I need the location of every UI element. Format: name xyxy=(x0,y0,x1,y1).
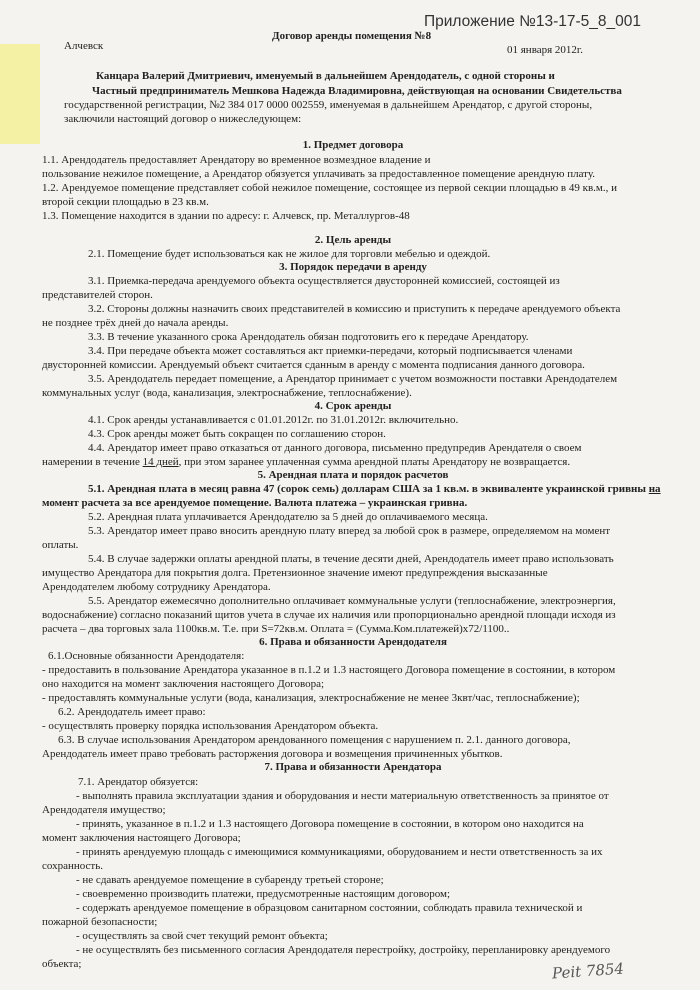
header-title: Договор аренды помещения №8 xyxy=(272,30,432,42)
s7-line: - не сдавать арендуемое помещение в субаренду третьей стороне; xyxy=(76,874,384,886)
s7-line: - не осуществлять без письменного согласия Арендодателя перестройку, достройку, перепланировку арендуемого xyxy=(76,944,611,956)
annex-label: Приложение №13-17-5_8_001 xyxy=(424,13,641,30)
s7-line: - своевременно производить платежи, предусмотренные настоящим договором; xyxy=(76,888,451,900)
s4-line-last xyxy=(42,456,570,469)
section-3-title: 3. Порядок передачи в аренду xyxy=(279,261,427,273)
sticky-note xyxy=(0,44,40,144)
preamble-line-3: государственной регистрации, №2 384 017 0000 002559, именуемая в дальнейшем Арендатор, с другой стороны, xyxy=(64,99,593,111)
s6-line: - предоставить в пользование Арендатора указанное в п.1.2 и 1.3 настоящего Договора помещение в состоянии, в котором xyxy=(42,664,616,676)
s5-line-first xyxy=(88,483,661,496)
section-5-title: 5. Арендная плата и порядок расчетов xyxy=(257,469,449,481)
handwritten-note: Peit 7854 xyxy=(551,959,625,983)
s7-line: - выполнять правила эксплуатации здания и оборудования и нести материальную ответственность за принятое от xyxy=(76,790,609,802)
preamble-line-1: Канцара Валерий Дмитриевич, именуемый в дальнейшем Арендодатель, с одной стороны и xyxy=(96,70,555,82)
s5-line: имущество Арендатора для покрытия долга. Претензионное значение имеют предупреждения высказанные xyxy=(42,567,548,579)
s5-line: 5.5. Арендатор ежемесячно дополнительно оплачивает коммунальные услуги (теплоснабжение, электроэнергия, xyxy=(88,595,616,607)
header-date: 01 января 2012г. xyxy=(507,44,583,56)
s6-line: - предоставлять коммунальные услуги (вода, канализация, электроснабжение не менее 3квт/час, теплоснабжение); xyxy=(42,692,580,704)
s5-line: водоснабжение) согласно показаний щитов учета в случае их наличия или пропорционально арендной площади исходя из xyxy=(42,609,616,621)
s5-text: 5.1. Арендная плата в месяц равна 47 (сорок семь) долларам США за 1 кв.м. в эквиваленте украинской гривны xyxy=(88,483,649,495)
s2-line: 2.1. Помещение будет использоваться как не жилое для торговли мебелью и одеждой. xyxy=(88,248,491,260)
s7-line: пожарной безопасности; xyxy=(42,916,158,928)
s5-line: 5.3. Арендатор имеет право вносить арендную плату вперед за любой срок в размере, определяемом на момент xyxy=(88,525,611,537)
s6-line: 6.3. В случае использования Арендатором арендованного помещения с нарушением п. 2.1. данного договора, xyxy=(58,734,571,746)
preamble-line-2: Частный предприниматель Мешкова Надежда Владимировна, действующая на основании Свидетельства xyxy=(92,85,622,97)
s7-line: - осуществлять за свой счет текущий ремонт объекта; xyxy=(76,930,328,942)
section-2-title: 2. Цель аренды xyxy=(314,234,392,246)
header-city: Алчевск xyxy=(64,40,104,52)
section-1-title: 1. Предмет договора xyxy=(302,139,404,151)
s7-line: - содержать арендуемое помещение в образцовом санитарном состоянии, соблюдать правила технической и xyxy=(76,902,583,914)
s3-line: 3.5. Арендодатель передает помещение, а Арендатор принимает с учетом возможности поставки Арендодателем xyxy=(88,373,618,385)
s3-line: не позднее трёх дней до начала аренды. xyxy=(42,317,229,329)
days-underlined: 14 дней xyxy=(142,456,179,468)
s1-line: пользование нежилое помещение, а Арендатор обязуется уплачивать за предоставленное помещение арендную плату. xyxy=(42,168,595,180)
s3-line: коммунальных услуг (вода, канализация, электроснабжение, теплоснабжение). xyxy=(42,387,412,399)
s5-line: 5.2. Арендная плата уплачивается Арендодателю за 5 дней до оплачиваемого месяца. xyxy=(88,511,488,523)
s5-line: момент расчета за все арендуемое помещение. Валюта платежа – украинская гривна. xyxy=(42,497,468,509)
s1-line: 1.3. Помещение находится в здании по адресу: г. Алчевск, пр. Металлургов-48 xyxy=(42,210,410,222)
s3-line: 3.4. При передаче объекта может составляться акт приемки-передачи, который подписывается членами xyxy=(88,345,573,357)
s1-line: второй секции площадью в 23 кв.м. xyxy=(42,196,209,208)
s1-line: 1.2. Арендуемое помещение представляет собой нежилое помещение, состоящее из первой секции площадью в 49 кв.м., и xyxy=(42,182,618,194)
s7-line: - принять арендуемую площадь с имеющимися коммуникациями, оборудованием и нести ответственность за их xyxy=(76,846,603,858)
s7-line: объекта; xyxy=(42,958,82,970)
s5-line: 5.4. В случае задержки оплаты арендной платы, в течение десяти дней, Арендодатель имеет право использовать xyxy=(88,553,614,565)
s7-line: Арендодателя имущество; xyxy=(42,804,166,816)
s4-line: 4.4. Арендатор имеет право отказаться от данного договора, письменно предупредив Арендателя о своем xyxy=(88,442,582,454)
s3-line: 3.2. Стороны должны назначить своих представителей в комиссию и приступить к передаче арендуемого объекта xyxy=(88,303,621,315)
s6-line: - осуществлять проверку порядка использования Арендатором объекта. xyxy=(42,720,379,732)
s3-line: представителей сторон. xyxy=(42,289,153,301)
s5-line: расчета – два торговых зала 1100кв.м. Т.е. при S=72кв.м. Оплата = (Сумма.Ком.платежей)x72/1100.. xyxy=(42,623,510,635)
s6-line: Арендодатель имеет право требовать расторжения договора и возмещения причиненных убытков. xyxy=(42,748,503,760)
section-6-title: 6. Права и обязанности Арендодателя xyxy=(259,636,447,648)
s3-line: 3.3. В течение указанного срока Арендодатель обязан подготовить его к передаче Арендатору. xyxy=(88,331,529,343)
s4-line: 4.3. Срок аренды может быть сокращен по соглашению сторон. xyxy=(88,428,386,440)
s4-line: 4.1. Срок аренды устанавливается с 01.01.2012г. по 31.01.2012г. включительно. xyxy=(88,414,459,426)
s4-text: , при этом заранее уплаченная сумма арендной платы Арендатору не возвращается. xyxy=(178,456,571,468)
s3-line: 3.1. Приемка-передача арендуемого объекта осуществляется двусторонней комиссией, состоящей из xyxy=(88,275,560,287)
s7-line: 7.1. Арендатор обязуется: xyxy=(78,776,199,788)
preamble-line-4: заключили настоящий договор о нижеследующем: xyxy=(64,113,302,125)
s3-line: двусторонней комиссии. Арендуемый объект считается сданным в аренду с момента подписания данного договора. xyxy=(42,359,585,371)
s6-line: оно находится на момент заключения настоящего Договора; xyxy=(42,678,325,690)
s7-line: - принять, указанное в п.1.2 и 1.3 настоящего Договора помещение в состоянии, в котором оно находится на xyxy=(76,818,584,830)
s5-line: оплаты. xyxy=(42,539,79,551)
na-underlined: на xyxy=(648,483,661,495)
section-7-title: 7. Права и обязанности Арендатора xyxy=(264,761,442,773)
s7-line: сохранность. xyxy=(42,860,103,872)
s7-line: момент заключения настоящего Договора; xyxy=(42,832,241,844)
s5-line: Арендодателем любому сотруднику Арендатора. xyxy=(42,581,271,593)
s6-line: 6.2. Арендодатель имеет право: xyxy=(58,706,206,718)
s1-line: 1.1. Арендодатель предоставляет Арендатору во временное возмездное владение и xyxy=(42,154,431,166)
section-4-title: 4. Срок аренды xyxy=(314,400,392,412)
s6-line: 6.1.Основные обязанности Арендодателя: xyxy=(48,650,245,662)
s4-text: намерении в течение xyxy=(42,456,143,468)
